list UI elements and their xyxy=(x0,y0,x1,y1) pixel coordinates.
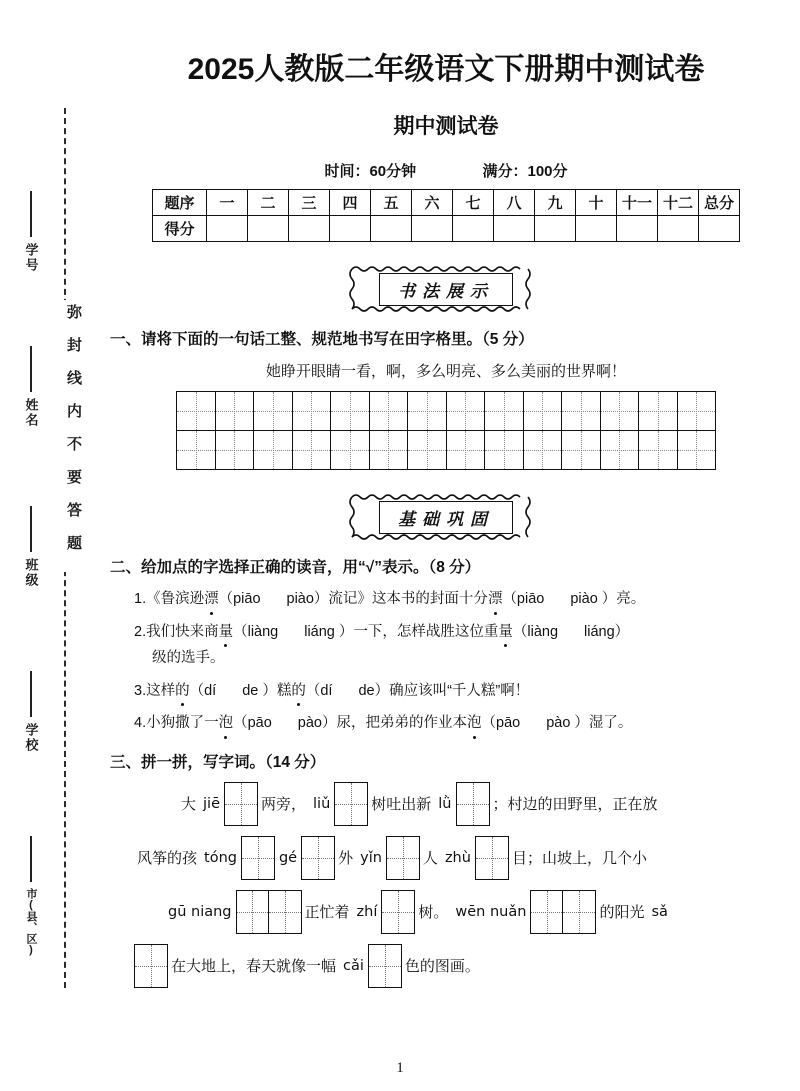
score-table-cell[interactable]: 四 xyxy=(330,190,371,216)
score-table-cell[interactable] xyxy=(371,216,412,242)
item-text: （dí xyxy=(305,682,333,699)
pinyin-hint: tóng xyxy=(204,849,237,866)
seal-field-label: 班级 xyxy=(23,558,39,588)
tianzige-cell[interactable] xyxy=(523,392,562,431)
tianzige-cell[interactable] xyxy=(677,392,716,431)
line-text: 两旁， xyxy=(261,796,307,814)
tianzige-cell[interactable] xyxy=(677,431,716,470)
item-text: de ）糕 xyxy=(242,682,292,699)
item-text: 《鲁滨逊 xyxy=(146,591,205,607)
score-table-cell[interactable]: 六 xyxy=(412,190,453,216)
section3-heading: 三、拼一拼，写字词。（14 分） xyxy=(110,753,326,771)
score-table-rowhead: 题序 xyxy=(153,190,207,216)
item-text: （pāo xyxy=(233,715,272,732)
score-table-cell[interactable] xyxy=(207,216,248,242)
answer-box[interactable] xyxy=(237,891,269,933)
section2-item xyxy=(134,623,784,643)
section2-item xyxy=(134,682,784,702)
answer-box-group[interactable] xyxy=(334,782,368,826)
dotted-character: 漂 xyxy=(204,590,219,610)
answer-box[interactable] xyxy=(476,837,508,879)
section1-heading: 一、请将下面的一句话工整、规范地书写在田字格里。（5 分） xyxy=(110,331,534,348)
item-text: 这样 xyxy=(146,682,176,699)
line-text: 的阳光 xyxy=(599,904,645,922)
seal-field-xingming xyxy=(14,340,48,433)
section2-item xyxy=(134,590,784,610)
seal-rule xyxy=(30,191,32,237)
seal-field-label: 姓名 xyxy=(23,398,39,428)
tianzige-cell[interactable] xyxy=(639,392,678,431)
score-table xyxy=(152,189,740,242)
item-text: pào）尿，把弟弟的作业本 xyxy=(297,715,467,732)
line-text: 人 xyxy=(422,850,438,868)
tianzige-writing-grid[interactable] xyxy=(176,391,716,470)
exam-meta xyxy=(108,160,784,181)
answer-box[interactable] xyxy=(335,783,367,825)
score-table-cell[interactable] xyxy=(412,216,453,242)
section2-heading: 二、给加点的字选择正确的读音，用“√”表示。（8 分） xyxy=(110,559,481,576)
score-table-cell[interactable]: 三 xyxy=(289,190,330,216)
item-text: （piāo xyxy=(218,591,261,607)
tianzige-row[interactable] xyxy=(177,392,716,431)
answer-box-group[interactable] xyxy=(224,782,258,826)
line-text: 色的图画。 xyxy=(404,958,480,976)
banner-calligraphy-wrap xyxy=(108,266,784,313)
answer-box[interactable] xyxy=(225,783,257,825)
wavy-border-icon xyxy=(349,266,531,312)
score-table-cell[interactable] xyxy=(699,216,740,242)
item-text: （liàng xyxy=(512,623,559,640)
tianzige-cell[interactable] xyxy=(446,392,485,431)
seal-rule xyxy=(30,671,32,717)
answer-box-group[interactable] xyxy=(368,944,402,988)
item-text: pào ）湿了。 xyxy=(546,715,633,732)
item-text: liáng ）一下，怎样战胜这位重 xyxy=(304,623,499,640)
page-title: 2025人教版二年级语文下册期中测试卷 xyxy=(187,53,705,86)
tianzige-cell[interactable] xyxy=(446,431,485,470)
tianzige-cell[interactable] xyxy=(562,431,601,470)
seal-field-xuexiao xyxy=(14,665,48,758)
tianzige-cell[interactable] xyxy=(523,431,562,470)
seal-field-xuehao xyxy=(14,185,48,278)
answer-box-group[interactable] xyxy=(134,944,168,988)
seal-field-label: 学号 xyxy=(23,243,39,273)
score-table-cell[interactable]: 总分 xyxy=(699,190,740,216)
pinyin-hint: liǔ xyxy=(313,795,331,812)
answer-box[interactable] xyxy=(302,837,334,879)
section3-line xyxy=(134,944,784,988)
score-table-cell[interactable]: 九 xyxy=(535,190,576,216)
score-table-cell[interactable]: 八 xyxy=(494,190,535,216)
tianzige-cell[interactable] xyxy=(331,392,370,431)
section3-lines xyxy=(108,782,784,988)
section3-line xyxy=(178,782,784,826)
pinyin-hint: sǎ xyxy=(651,903,668,920)
pinyin-hint: cǎi xyxy=(343,957,364,974)
section2-item xyxy=(134,714,784,734)
seal-field-banji xyxy=(14,500,48,593)
answer-box[interactable] xyxy=(382,891,414,933)
answer-box-group[interactable] xyxy=(475,836,509,880)
item-text: （pāo xyxy=(481,715,521,732)
item-text: liáng） xyxy=(584,623,630,640)
tianzige-cell[interactable] xyxy=(369,431,408,470)
score-table-row xyxy=(153,190,740,216)
line-text: 在大地上，春天就像一幅 xyxy=(171,958,337,976)
score-table-cell[interactable]: 一 xyxy=(207,190,248,216)
answer-box[interactable] xyxy=(531,891,563,933)
pinyin-hint: zhù xyxy=(444,849,471,866)
seal-dashed-text: 弥封线内不要答题 xyxy=(58,300,84,572)
section3-line xyxy=(134,836,784,880)
score-table-rowhead: 得分 xyxy=(153,216,207,242)
seal-rule xyxy=(30,346,32,392)
tianzige-cell[interactable] xyxy=(600,431,639,470)
pinyin-hint: gū niang xyxy=(168,903,232,920)
score-table-cell[interactable] xyxy=(330,216,371,242)
banner-calligraphy-label: 书法展示 xyxy=(379,273,513,306)
answer-box[interactable] xyxy=(369,945,401,987)
page-subtitle: 期中测试卷 xyxy=(393,115,499,138)
dotted-character: 漂 xyxy=(488,590,503,610)
answer-box-group[interactable] xyxy=(381,890,415,934)
score-table-cell[interactable] xyxy=(494,216,535,242)
score-table-cell[interactable]: 五 xyxy=(371,190,412,216)
tianzige-cell[interactable] xyxy=(408,392,447,431)
pinyin-hint: gé xyxy=(278,849,298,866)
dotted-character: 的 xyxy=(291,682,306,702)
tianzige-cell[interactable] xyxy=(600,392,639,431)
answer-box[interactable] xyxy=(387,837,419,879)
answer-box[interactable] xyxy=(242,837,274,879)
tianzige-cell[interactable] xyxy=(408,431,447,470)
pinyin-hint: lǜ xyxy=(438,795,452,812)
answer-box-group[interactable] xyxy=(301,836,335,880)
item-number: 4. xyxy=(134,715,147,732)
item-text: de）确应该叫“千人糕”啊！ xyxy=(358,682,530,699)
pinyin-hint: yǐn xyxy=(360,849,382,866)
tianzige-cell[interactable] xyxy=(177,392,216,431)
banner-foundation-label: 基础巩固 xyxy=(379,501,513,534)
tianzige-cell[interactable] xyxy=(215,392,254,431)
line-text: 外 xyxy=(338,850,354,868)
seal-field-label: 市(县、区) xyxy=(25,888,37,956)
wavy-border-icon xyxy=(349,494,531,540)
tianzige-row[interactable] xyxy=(177,431,716,470)
tianzige-body[interactable] xyxy=(177,392,716,470)
score-table-cell[interactable]: 二 xyxy=(248,190,289,216)
score-table-cell[interactable] xyxy=(617,216,658,242)
exam-total-score: 满分：100分 xyxy=(482,163,568,180)
dotted-character: 量 xyxy=(498,623,513,643)
item-text: 小狗撒了一 xyxy=(146,715,219,732)
answer-box[interactable] xyxy=(269,891,301,933)
dotted-character: 泡 xyxy=(219,714,234,734)
answer-box-group[interactable] xyxy=(456,782,490,826)
tianzige-cell[interactable] xyxy=(177,431,216,470)
line-text: 正忙着 xyxy=(304,904,350,922)
line-text: ；村边的田野里，正在放 xyxy=(492,796,658,814)
score-table-cell[interactable] xyxy=(535,216,576,242)
answer-box[interactable] xyxy=(563,891,595,933)
pinyin-hint: zhí xyxy=(356,903,378,920)
tianzige-cell[interactable] xyxy=(562,392,601,431)
line-text: 树吐出新 xyxy=(371,796,432,814)
tianzige-cell[interactable] xyxy=(369,392,408,431)
answer-box-group[interactable] xyxy=(236,890,302,934)
score-table-cell[interactable]: 十 xyxy=(576,190,617,216)
dotted-character: 泡 xyxy=(467,714,482,734)
item-text: piào）流记》这本书的封面十分 xyxy=(286,591,488,607)
section2-item-continuation: 级的选手。 xyxy=(152,650,225,667)
tianzige-cell[interactable] xyxy=(639,431,678,470)
answer-box-group[interactable] xyxy=(530,890,596,934)
score-table-cell[interactable] xyxy=(576,216,617,242)
banner-foundation-wrap xyxy=(108,494,784,541)
seal-field-label: 学校 xyxy=(23,723,39,753)
section1-sentence: 她睁开眼睛一看，啊，多么明亮、多么美丽的世界啊！ xyxy=(265,364,626,380)
seal-margin xyxy=(0,0,100,1091)
line-text: 目；山坡上，几个小 xyxy=(511,850,647,868)
score-table-cell[interactable]: 七 xyxy=(453,190,494,216)
section2-items xyxy=(108,590,784,734)
tianzige-cell[interactable] xyxy=(292,392,331,431)
section3-line xyxy=(164,890,784,934)
pinyin-hint: wēn nuǎn xyxy=(455,903,527,920)
item-text: 我们快来商 xyxy=(146,623,219,640)
item-text: （liàng xyxy=(233,623,279,640)
page-number: 1 xyxy=(396,1060,404,1076)
score-table-cell[interactable] xyxy=(658,216,699,242)
banner-calligraphy xyxy=(349,266,543,313)
answer-box[interactable] xyxy=(457,783,489,825)
seal-rule xyxy=(30,506,32,552)
score-table-cell[interactable] xyxy=(453,216,494,242)
tianzige-cell[interactable] xyxy=(254,392,293,431)
tianzige-cell[interactable] xyxy=(292,431,331,470)
seal-field-shixianqu xyxy=(14,830,48,961)
dotted-character: 的 xyxy=(175,682,190,702)
exam-sheet xyxy=(100,0,800,1091)
dotted-character: 量 xyxy=(219,623,234,643)
score-table-cell[interactable] xyxy=(289,216,330,242)
pinyin-hint: jiē xyxy=(203,795,220,812)
line-text: 树。 xyxy=(418,904,449,922)
score-table-cell[interactable]: 十一 xyxy=(617,190,658,216)
answer-box-group[interactable] xyxy=(386,836,420,880)
item-number: 1. xyxy=(134,591,147,607)
tianzige-cell[interactable] xyxy=(331,431,370,470)
item-text: （piāo xyxy=(502,591,545,607)
line-text: 风筝的孩 xyxy=(137,850,198,868)
tianzige-cell[interactable] xyxy=(485,431,524,470)
answer-box[interactable] xyxy=(135,945,167,987)
tianzige-cell[interactable] xyxy=(215,431,254,470)
seal-rule xyxy=(30,836,32,882)
item-number: 3. xyxy=(134,682,147,699)
item-text: piào ）亮。 xyxy=(570,591,646,607)
item-text: （dí xyxy=(189,682,217,699)
tianzige-cell[interactable] xyxy=(485,392,524,431)
score-table-body xyxy=(153,190,740,242)
answer-box-group[interactable] xyxy=(241,836,275,880)
score-table-cell[interactable] xyxy=(248,216,289,242)
score-table-row xyxy=(153,216,740,242)
tianzige-cell[interactable] xyxy=(254,431,293,470)
line-text: 大 xyxy=(181,796,197,814)
exam-duration: 时间：60分钟 xyxy=(324,163,417,180)
item-number: 2. xyxy=(134,623,147,640)
banner-foundation xyxy=(349,494,543,541)
score-table-cell[interactable]: 十二 xyxy=(658,190,699,216)
